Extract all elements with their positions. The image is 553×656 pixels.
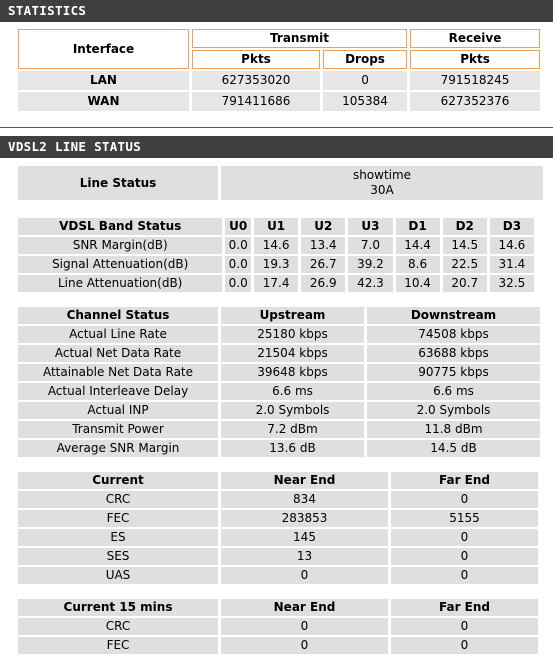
column-header: VDSL Band Status: [18, 218, 222, 235]
cell: 0.0: [225, 256, 251, 273]
table-row: [18, 364, 540, 381]
cell: 26.7: [301, 256, 345, 273]
current-table: [15, 470, 541, 586]
row-label: SNR Margin(dB): [18, 237, 222, 254]
col-receive: Receive: [410, 29, 540, 48]
row-label: Average SNR Margin: [18, 440, 218, 457]
cell: 2.0 Symbols: [367, 402, 540, 419]
cell: 0.0: [225, 237, 251, 254]
cell: 14.5 dB: [367, 440, 540, 457]
cell: 19.3: [254, 256, 298, 273]
col-transmit: Transmit: [192, 29, 407, 48]
column-header: D3: [490, 218, 534, 235]
cell: 0: [391, 491, 538, 508]
cell: 0: [221, 567, 388, 584]
cell: 791518245: [410, 71, 540, 90]
col-interface: Interface: [18, 29, 189, 69]
cell: 22.5: [443, 256, 487, 273]
row-label: Actual Line Rate: [18, 326, 218, 343]
row-label: CRC: [18, 491, 218, 508]
row-label: Actual Net Data Rate: [18, 345, 218, 362]
col-rx-pkts: Pkts: [410, 50, 540, 69]
row-label: ES: [18, 529, 218, 546]
column-header: D2: [443, 218, 487, 235]
line-status-label: Line Status: [18, 166, 218, 200]
cell: 0.0: [225, 275, 251, 292]
table-row: [18, 548, 538, 565]
row-label: FEC: [18, 510, 218, 527]
cell: 21504 kbps: [221, 345, 364, 362]
cell: 14.5: [443, 237, 487, 254]
column-header: Downstream: [367, 307, 540, 324]
cell: 791411686: [192, 92, 320, 111]
line-status-value: [221, 166, 543, 200]
cell: 0: [391, 529, 538, 546]
row-label: SES: [18, 548, 218, 565]
column-header: Upstream: [221, 307, 364, 324]
row-label: Line Attenuation(dB): [18, 275, 222, 292]
table-row: [18, 275, 534, 292]
cell: 13.4: [301, 237, 345, 254]
cell: 13.6 dB: [221, 440, 364, 457]
row-label: Transmit Power: [18, 421, 218, 438]
cell: 32.5: [490, 275, 534, 292]
cell: 7.2 dBm: [221, 421, 364, 438]
cell: 283853: [221, 510, 388, 527]
table-row: [18, 237, 534, 254]
column-header: Channel Status: [18, 307, 218, 324]
table-row: [18, 440, 540, 457]
cell: 7.0: [348, 237, 392, 254]
cell: 26.9: [301, 275, 345, 292]
table-header-row: [18, 599, 538, 616]
cell: 2.0 Symbols: [221, 402, 364, 419]
cell: 39.2: [348, 256, 392, 273]
cell: 39648 kbps: [221, 364, 364, 381]
table-row: [18, 491, 538, 508]
cell: 5155: [391, 510, 538, 527]
line-status-table: [15, 164, 546, 202]
table-row: [18, 421, 540, 438]
table-row: [18, 529, 538, 546]
statistics-table: [15, 27, 543, 113]
cell: 11.8 dBm: [367, 421, 540, 438]
table-row: [18, 71, 540, 90]
cell: 0: [323, 71, 407, 90]
cell: 90775 kbps: [367, 364, 540, 381]
cell: 0: [391, 618, 538, 635]
cell: 627352376: [410, 92, 540, 111]
cell: 31.4: [490, 256, 534, 273]
cell: 13: [221, 548, 388, 565]
cell: 14.6: [490, 237, 534, 254]
row-label: FEC: [18, 637, 218, 654]
cell: 145: [221, 529, 388, 546]
cell: 627353020: [192, 71, 320, 90]
line-status-state: showtime: [352, 168, 412, 182]
current15-table: [15, 597, 541, 656]
column-header: U2: [301, 218, 345, 235]
column-header: Near End: [221, 472, 388, 489]
column-header: Far End: [391, 472, 538, 489]
cell: 0: [221, 618, 388, 635]
table-header-row: [18, 472, 538, 489]
divider: [0, 127, 553, 128]
cell: 10.4: [396, 275, 440, 292]
column-header: Far End: [391, 599, 538, 616]
row-label: WAN: [18, 92, 189, 111]
table-header-row: [18, 307, 540, 324]
column-header: D1: [396, 218, 440, 235]
table-row: [18, 402, 540, 419]
table-row: [18, 510, 538, 527]
band-status-table: [15, 216, 537, 294]
table-row: [18, 567, 538, 584]
cell: 8.6: [396, 256, 440, 273]
table-row: [18, 618, 538, 635]
table-row: [18, 256, 534, 273]
row-label: CRC: [18, 618, 218, 635]
row-label: Attainable Net Data Rate: [18, 364, 218, 381]
row-label: Signal Attenuation(dB): [18, 256, 222, 273]
column-header: U0: [225, 218, 251, 235]
row-label: Actual Interleave Delay: [18, 383, 218, 400]
cell: 0: [391, 548, 538, 565]
column-header: U3: [348, 218, 392, 235]
line-status-profile: 30A: [370, 183, 394, 197]
cell: 0: [391, 637, 538, 654]
table-row: [18, 383, 540, 400]
cell: 42.3: [348, 275, 392, 292]
table-header-row: [18, 218, 534, 235]
cell: 25180 kbps: [221, 326, 364, 343]
channel-status-table: [15, 305, 543, 459]
column-header: Near End: [221, 599, 388, 616]
cell: 14.6: [254, 237, 298, 254]
cell: 0: [391, 567, 538, 584]
cell: 834: [221, 491, 388, 508]
cell: 74508 kbps: [367, 326, 540, 343]
row-label: LAN: [18, 71, 189, 90]
cell: 6.6 ms: [367, 383, 540, 400]
column-header: Current: [18, 472, 218, 489]
statistics-header: STATISTICS: [0, 0, 553, 22]
column-header: Current 15 mins: [18, 599, 218, 616]
col-tx-drops: Drops: [323, 50, 407, 69]
row-label: UAS: [18, 567, 218, 584]
vdsl-header: VDSL2 LINE STATUS: [0, 136, 553, 158]
cell: 14.4: [396, 237, 440, 254]
cell: 20.7: [443, 275, 487, 292]
cell: 6.6 ms: [221, 383, 364, 400]
table-row: [18, 637, 538, 654]
cell: 63688 kbps: [367, 345, 540, 362]
cell: 0: [221, 637, 388, 654]
col-tx-pkts: Pkts: [192, 50, 320, 69]
row-label: Actual INP: [18, 402, 218, 419]
column-header: U1: [254, 218, 298, 235]
cell: 17.4: [254, 275, 298, 292]
table-row: [18, 326, 540, 343]
cell: 105384: [323, 92, 407, 111]
table-row: [18, 92, 540, 111]
table-row: [18, 345, 540, 362]
